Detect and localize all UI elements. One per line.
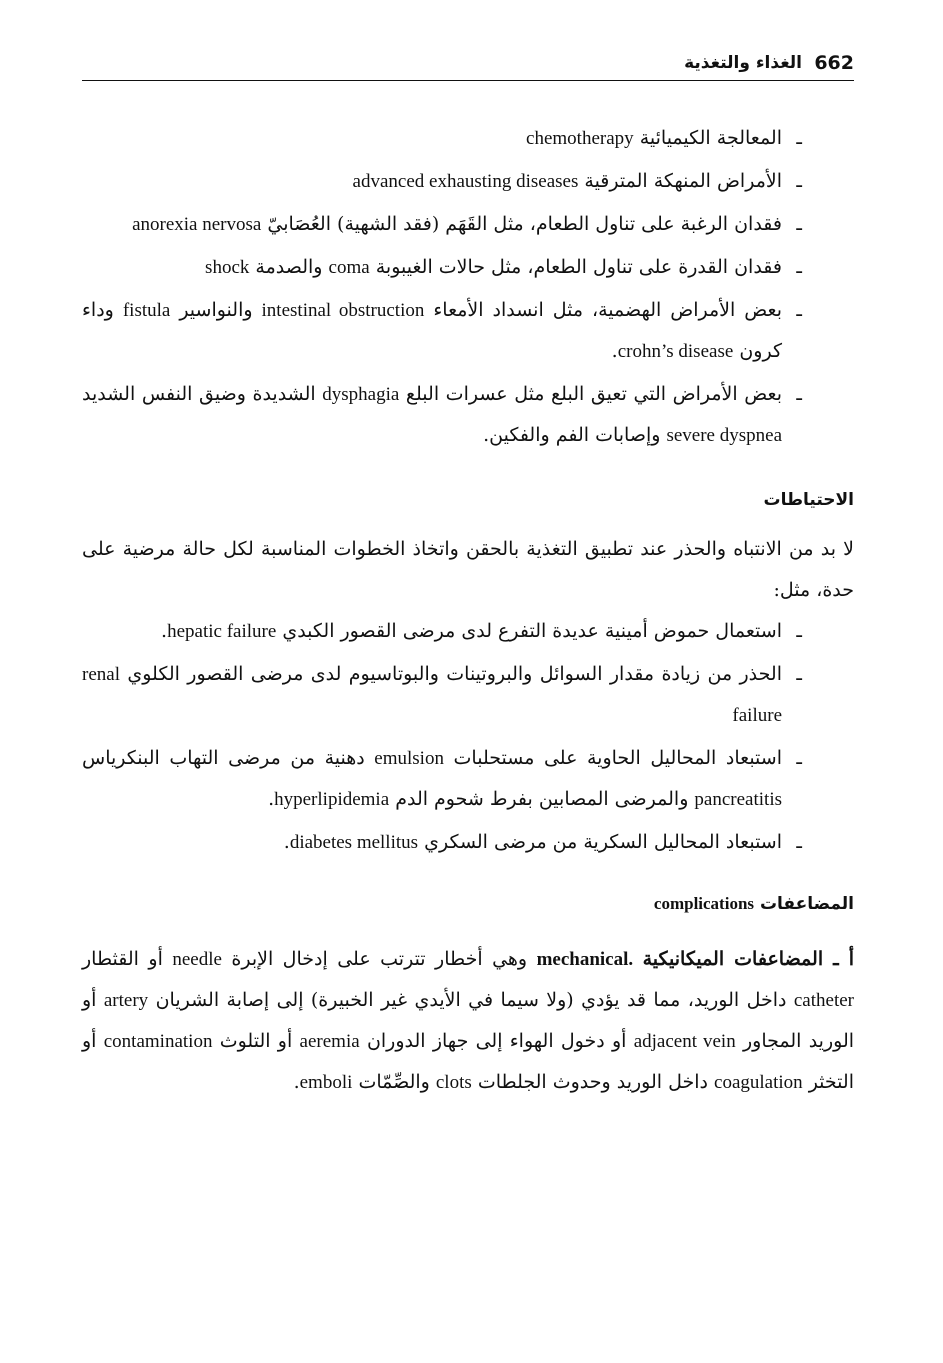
item-text-ar: والنواسير (179, 299, 253, 321)
item-text-ar: بعض الأمراض التي تعيق البلع مثل عسرات البلع (405, 383, 782, 405)
item-text-ar: استبعاد المحاليل الحاوية على مستحلبات (453, 747, 782, 769)
item-text-ar: فقدان الرغبة على تناول الطعام، مثل القَهَم (فقد الشهية) العُصَابيّ (267, 213, 782, 235)
page-body (82, 118, 855, 1103)
indications-list (82, 118, 782, 456)
subsection-term-en: mechanical. (536, 949, 634, 970)
item-term-en: pancreatitis (694, 789, 782, 810)
list-item (82, 204, 782, 245)
list-item (82, 161, 782, 202)
item-text-ar: بعض الأمراض الهضمية، مثل انسداد الأمعاء (433, 299, 783, 321)
item-term-en: shock (205, 257, 250, 278)
item-text-ar: فقدان القدرة على تناول الطعام، مثل حالات الغيبوبة (375, 256, 782, 278)
running-header (82, 50, 854, 81)
term-en: emboli (299, 1072, 353, 1093)
list-item (82, 654, 782, 736)
term-en: adjacent vein (633, 1031, 736, 1052)
item-term-en: chemotherapy (526, 128, 634, 149)
list-item (82, 290, 782, 372)
item-text-ar: وإصابات الفم والفكين. (483, 424, 661, 446)
complications-heading (82, 883, 854, 925)
precautions-intro: لا بد من الانتباه والحذر عند تطبيق التغذية بالحقن واتخاذ الخطوات المناسبة لكل حالة مرضية على حدة، مثل: (82, 538, 854, 601)
item-term-en: renal failure (82, 664, 782, 726)
list-item (82, 374, 782, 456)
paragraph-text: داخل الوريد، مما قد يؤدي (ولا سيما في الأيدي غير الخبيرة) إلى إصابة الشريان (155, 989, 787, 1011)
item-text-ar: والمرضى المصابين بفرط شحوم الدم (395, 788, 689, 810)
paragraph-text: أو القثطار (82, 948, 163, 970)
term-en: contamination (103, 1031, 213, 1052)
term-en: needle (172, 949, 222, 970)
item-term-en: fistula (122, 300, 171, 321)
item-term-en: emulsion (374, 748, 444, 769)
item-punctuation: . (611, 340, 618, 362)
list-item (82, 822, 782, 863)
item-text-ar: والصدمة (255, 256, 323, 278)
paragraph-text: أو التلوث (219, 1030, 293, 1052)
item-term-en: diabetes mellitus (289, 832, 419, 853)
precautions-heading: الاحتياطات (763, 490, 854, 510)
mechanical-complications-paragraph (82, 939, 854, 1103)
paragraph-text: وهي أخطار تترتب على إدخال الإبرة (231, 948, 528, 970)
paragraph-text: أو التخثر (82, 1030, 854, 1093)
term-en: coagulation (714, 1072, 803, 1093)
paragraph-text: أو الوريد المجاور (82, 989, 855, 1052)
item-text-ar: وداء كرون (82, 299, 782, 362)
item-term-en: crohn’s disease (617, 341, 734, 362)
item-term-en: hyperlipidemia (274, 789, 390, 810)
term-en: aeremia (299, 1031, 360, 1052)
list-item (82, 738, 782, 820)
item-punctuation: . (283, 831, 290, 853)
complications-heading-ar: المضاعفات (759, 894, 854, 914)
item-text-ar: استبعاد المحاليل السكرية من مرضى السكري (424, 831, 782, 853)
item-text-ar: المعالجة الكيميائية (639, 127, 782, 149)
item-text-ar: دهنية من مرضى التهاب البنكرياس (82, 747, 365, 769)
subsection-label: أ ـ المضاعفات الميكانيكية (642, 948, 855, 970)
item-text-ar: الشديدة وضيق النفس الشديد (82, 383, 316, 405)
complications-heading-en: complications (653, 894, 755, 913)
item-text-ar: الأمراض المنهكة المترقية (584, 170, 782, 192)
item-term-en: intestinal obstruction (261, 300, 425, 321)
term-en: clots (435, 1072, 472, 1093)
paragraph-punctuation: . (293, 1071, 300, 1093)
item-term-en: hepatic failure (167, 621, 277, 642)
item-punctuation: . (161, 620, 168, 642)
item-text-ar: الحذر من زيادة مقدار السوائل والبروتينات والبوتاسيوم لدى مرضى القصور الكلوي (127, 663, 782, 685)
term-en: artery (103, 990, 149, 1011)
item-term-en: anorexia nervosa (132, 214, 262, 235)
list-item (82, 247, 782, 288)
list-item (82, 118, 782, 159)
item-term-en: coma (328, 257, 370, 278)
page-number: 662 (814, 52, 854, 74)
item-term-en: severe dyspnea (666, 425, 782, 446)
paragraph-text: والصِّمّات (358, 1071, 430, 1093)
book-title: الغذاء والتغذية (684, 53, 802, 73)
item-term-en: advanced exhausting diseases (352, 171, 579, 192)
list-item (82, 611, 782, 652)
paragraph-text: داخل الوريد وحدوث الجلطات (477, 1071, 708, 1093)
item-punctuation: . (268, 788, 275, 810)
term-en: catheter (793, 990, 854, 1011)
item-text-ar: استعمال حموض أمينية عديدة التفرع لدى مرضى القصور الكبدي (282, 620, 782, 642)
item-term-en: dysphagia (322, 384, 400, 405)
precautions-list (82, 611, 782, 863)
paragraph-text: أو دخول الهواء إلى جهاز الدوران (366, 1030, 627, 1052)
